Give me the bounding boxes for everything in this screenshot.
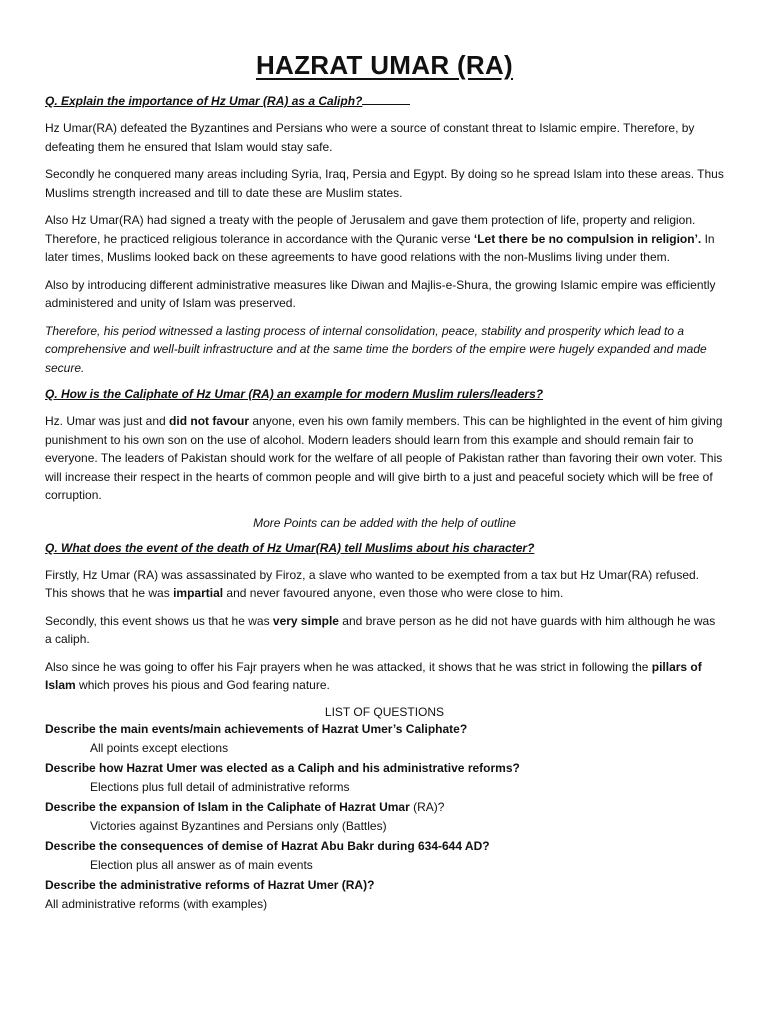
- list-question: Describe the main events/main achievements of Hazrat Umer’s Caliphate?: [45, 721, 468, 736]
- paragraph-text: and brave person as he did not have guards with him although he was a caliph.: [45, 613, 716, 646]
- list-heading: LIST OF QUESTIONS: [324, 704, 445, 719]
- bold-phrase: impartial: [173, 586, 224, 600]
- list-answer: Election plus all answer as of main events: [90, 858, 313, 872]
- paragraph-text: Secondly, this event shows us that he was: [45, 613, 273, 628]
- underline-rule: [362, 93, 410, 105]
- paragraph-text: Also Hz Umar(RA) had signed a treaty with the people of Jerusalem and gave them protection of life, property and religion. Therefore, he practiced religious tolerance in accordance with the Quranic verse: [45, 213, 696, 246]
- paragraph: [45, 612, 724, 649]
- list-question: Describe the consequences of demise of Hazrat Abu Bakr during 634-644 AD?: [45, 838, 490, 853]
- paragraph-text: Also since he was going to offer his Fajr prayers when he was attacked, it shows that he was strict in following the: [45, 659, 652, 674]
- list-answer: All points except elections: [90, 741, 229, 755]
- bold-phrase: ‘Let there be no compulsion in religion’.: [473, 231, 702, 246]
- list-answer: Victories against Byzantines and Persians only (Battles): [90, 819, 387, 833]
- bold-phrase: pillars of Islam: [45, 659, 702, 692]
- paragraph-text: In later times, Muslims looked back on these agreements to have good relations with the non-Muslims living under them.: [45, 231, 715, 264]
- list-question: Describe the administrative reforms of Hazrat Umer (RA)?: [45, 877, 375, 892]
- paragraph: [45, 566, 724, 603]
- paragraph-text: Hz. Umar was just and: [45, 414, 170, 428]
- question-heading-3: Q. What does the event of the death of Hz Umar(RA) tell Muslims about his character?: [45, 540, 535, 555]
- paragraph-text: which proves his pious and God fearing nature.: [75, 678, 330, 692]
- paragraph: Hz Umar(RA) defeated the Byzantines and Persians who were a source of constant threat to Islamic empire. Therefore, by defeating them he ensured that Islam would stay safe.: [45, 121, 695, 154]
- paragraph: [45, 211, 724, 267]
- paragraph: Secondly he conquered many areas including Syria, Iraq, Persia and Egypt. By doing so he spread Islam into these areas. Thus Muslims strength increased and till to date these are Muslim states.: [45, 167, 724, 200]
- list-question: Describe how Hazrat Umer was elected as a Caliph and his administrative reforms?: [45, 760, 520, 775]
- question-heading-2: Q. How is the Caliphate of Hz Umar (RA) an example for modern Muslim rulers/leaders?: [45, 387, 544, 401]
- list-answer: All administrative reforms (with examples): [45, 897, 268, 911]
- note-text: More Points can be added with the help of outline: [253, 515, 516, 530]
- conclusion-paragraph: Therefore, his period witnessed a lasting process of internal consolidation, peace, stability and prosperity which lead to a comprehensive and well-built infrastructure and at the same time the borders of the empire were hugely expanded and made secure.: [45, 323, 707, 375]
- bold-phrase: very simple: [272, 613, 339, 628]
- paragraph: Also by introducing different administrative measures like Diwan and Majlis-e-Shura, the growing Islamic empire was efficiently administered and unity of Islam was preserved.: [45, 277, 716, 310]
- list-question-text: Describe the expansion of Islam in the Caliphate of Hazrat Umar: [45, 799, 414, 814]
- list-question: [45, 798, 724, 818]
- paragraph-text: Firstly, Hz Umar (RA) was assassinated by Firoz, a slave who wanted to be exempted from a tax but Hz Umar(RA) refused. This shows that he was: [45, 567, 699, 600]
- list-question-suffix: (RA)?: [413, 799, 445, 814]
- paragraph: [45, 658, 724, 695]
- question-text: Q. Explain the importance of Hz Umar (RA) as a Caliph?: [45, 94, 363, 108]
- bold-phrase: did not favour: [169, 414, 250, 428]
- list-answer: Elections plus full detail of administrative reforms: [90, 780, 350, 794]
- paragraph-text: anyone, even his own family members. This can be highlighted in the event of him giving punishment to his own son on the use of alcohol. Modern leaders should learn from this example and should remain fair to everyone. The leaders of Pakistan should work for the welfare of all people of Pakistan rather than favoring their own voter. This will increase their respect in the hearts of common people and will give birth to a just and peaceful society which will be free of corruption.: [45, 414, 723, 502]
- question-heading-1: [45, 93, 724, 110]
- page-title: HAZRAT UMAR (RA): [255, 50, 514, 80]
- paragraph-text: and never favoured anyone, even those who were close to him.: [223, 586, 564, 600]
- paragraph: [45, 412, 724, 505]
